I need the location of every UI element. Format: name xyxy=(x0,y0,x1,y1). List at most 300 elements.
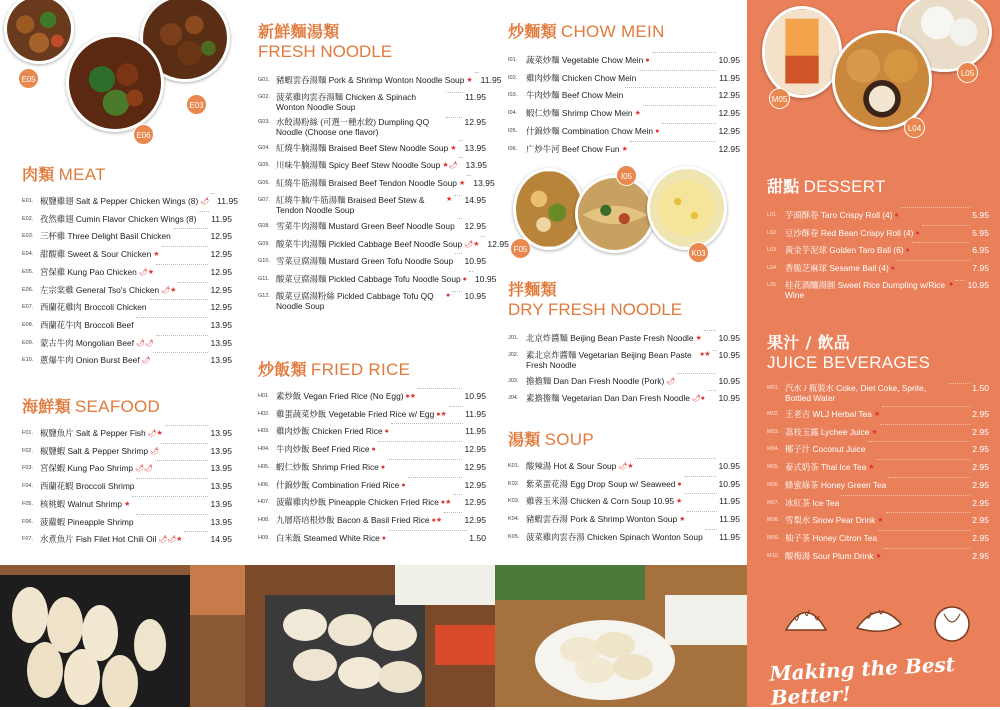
item-price: 7.95 xyxy=(972,263,989,274)
leader-dots xyxy=(156,335,209,336)
item-name: 什錦炒飯 Combination Fried Rice xyxy=(276,479,400,490)
item-price: 11.95 xyxy=(217,196,239,206)
item-code: E06. xyxy=(22,286,34,293)
section-seafood xyxy=(22,397,232,549)
menu-item xyxy=(258,90,486,115)
item-flag-icon: 🌶🌶 xyxy=(135,465,153,473)
item-name: 北京炸醬麵 Beijing Bean Paste Fresh Noodle xyxy=(526,333,694,343)
item-name: 蔬菜炒麵 Vegetable Chow Mein xyxy=(526,55,644,65)
item-code: G06. xyxy=(258,180,270,187)
item-name: 雞肉炒麵 Chicken Chow Mein xyxy=(526,72,637,83)
dish-photo-e06 xyxy=(66,34,164,132)
badge-e03: E03 xyxy=(186,94,207,115)
item-code: M08. xyxy=(767,517,780,524)
leader-dots xyxy=(153,352,209,353)
section-title-dessert: 甜點 DESSERT xyxy=(767,177,886,196)
item-price: 12.95 xyxy=(210,266,232,277)
leader-dots xyxy=(877,459,971,460)
item-code: H01. xyxy=(258,393,270,399)
leader-dots xyxy=(211,193,215,194)
item-price: 12.95 xyxy=(487,238,509,249)
item-code: F02. xyxy=(22,447,34,454)
item-code: M09. xyxy=(767,534,780,541)
item-code: H03. xyxy=(258,428,270,435)
item-code: E01. xyxy=(22,198,34,204)
item-price: 11.95 xyxy=(465,408,486,419)
leader-dots xyxy=(444,512,462,513)
item-code: H04. xyxy=(258,446,270,453)
item-price: 11.95 xyxy=(480,75,502,85)
item-name: 菠菜雞肉雲吞湯 Chicken Spinach Wonton Soup xyxy=(526,531,703,542)
leader-dots xyxy=(643,105,717,106)
item-name: 芋頭酥卷 Taro Crispy Roll (4) xyxy=(785,210,893,220)
item-price: 12.95 xyxy=(464,479,486,490)
section-title-seafood: 海鮮類 SEAFOOD xyxy=(22,397,161,416)
menu-item xyxy=(258,157,486,175)
item-code: K05. xyxy=(508,533,520,540)
leader-dots xyxy=(684,493,717,494)
item-name: 香脆芝麻球 Sesame Ball (4) xyxy=(785,263,889,274)
section-fresh-noodle xyxy=(258,22,509,314)
menu-item xyxy=(258,459,486,477)
section-title-fresh-noodle: FRESH NOODLE xyxy=(258,42,393,61)
meat-list xyxy=(22,193,239,370)
dessert-photo-l04 xyxy=(832,30,932,130)
item-flag-icon: ★ xyxy=(679,516,686,524)
leader-dots xyxy=(652,52,717,53)
item-name: 素炒飯 Vegan Fried Rice (No Egg) xyxy=(276,391,404,401)
item-name: 酸菜豆腐湯麵 Pickled Cabbage Tofu Noodle Soup xyxy=(276,273,461,284)
item-code: J03. xyxy=(508,377,519,384)
menu-item xyxy=(767,477,989,495)
item-flag-icon: ★🌶 xyxy=(442,162,458,170)
leader-dots xyxy=(704,330,717,331)
item-name: 擔擔麵 Dan Dan Fresh Noodle (Pork) xyxy=(526,375,665,386)
item-flag-icon: ★ xyxy=(446,195,453,203)
item-code: G02. xyxy=(258,93,270,100)
leader-dots xyxy=(897,260,970,261)
leader-dots xyxy=(418,388,462,389)
leader-dots xyxy=(459,157,463,158)
item-price: 13.95 xyxy=(210,516,232,527)
item-name: 广炒牛河 Beef Chow Fun xyxy=(526,143,620,154)
section-title-soup: 湯類 SOUP xyxy=(508,430,594,449)
item-flag-icon: ● xyxy=(381,534,387,542)
item-flag-icon: 🌶★ xyxy=(464,240,480,248)
item-price: 5.95 xyxy=(972,227,989,238)
item-code: G07. xyxy=(258,196,270,203)
leader-dots xyxy=(156,264,208,265)
menu-item xyxy=(508,373,740,391)
column-noodle-rice xyxy=(245,0,509,707)
item-price: 12.95 xyxy=(718,125,740,136)
menu-item xyxy=(258,494,486,512)
item-flag-icon: 🌶★ xyxy=(138,268,154,276)
menu-item xyxy=(258,140,486,158)
item-price: 10.95 xyxy=(464,391,486,401)
item-flag-icon: ★ xyxy=(877,517,884,525)
item-flag-icon: ★ xyxy=(868,464,875,472)
leader-dots xyxy=(886,512,971,513)
item-name: 三杯雞 Three Delight Basil Chicken xyxy=(40,231,171,242)
menu-item xyxy=(22,531,232,549)
item-name: 牛肉炒飯 Beef Fried Rice xyxy=(276,444,370,455)
item-code: J01. xyxy=(508,335,519,341)
item-code: L02. xyxy=(767,229,778,236)
dumpling-icon-3 xyxy=(930,600,974,644)
item-flag-icon: ★ xyxy=(634,110,641,118)
item-code: J04. xyxy=(508,395,519,402)
leader-dots xyxy=(162,246,209,247)
leader-dots xyxy=(625,87,716,88)
item-name: 椒鹽魚片 Salt & Pepper Fish xyxy=(40,428,146,438)
item-name: 蝦仁炒飯 Shrimp Fried Rice xyxy=(276,461,379,472)
item-name: 蔥爆牛肉 Onion Burst Beef xyxy=(40,355,140,366)
menu-item xyxy=(258,236,509,254)
badge-e05: E05 xyxy=(18,68,39,89)
menu-item xyxy=(22,299,232,317)
leader-dots xyxy=(391,423,463,424)
menu-item xyxy=(508,87,740,105)
menu-item xyxy=(767,459,989,477)
item-price: 11.95 xyxy=(719,514,740,525)
leader-dots xyxy=(467,175,471,176)
menu-item xyxy=(508,458,740,476)
item-flag-icon: ★ xyxy=(458,180,466,188)
leader-dots xyxy=(884,548,971,549)
item-name: 雪菜牛肉湯麵 Mustard Green Beef Noodle Soup xyxy=(276,220,455,231)
menu-item xyxy=(22,425,232,443)
section-juice xyxy=(767,333,989,565)
item-code: I02. xyxy=(508,74,518,81)
item-name: 雞肉炒飯 Chicken Fried Rice xyxy=(276,426,383,437)
item-price: 10.95 xyxy=(464,290,486,301)
item-name: 酸菜豆腐湯粉絲 Pickled Cabbage Tofu QQ Noodle Soup xyxy=(276,290,434,311)
menu-item xyxy=(22,246,232,264)
leader-dots xyxy=(481,236,485,237)
leader-dots xyxy=(149,299,209,300)
menu-item xyxy=(508,390,740,408)
item-code: M02. xyxy=(767,411,780,417)
menu-item xyxy=(22,496,232,514)
item-price: 2.95 xyxy=(972,462,989,473)
item-price: 11.95 xyxy=(465,91,486,102)
menu-item xyxy=(508,330,740,348)
menu-item xyxy=(767,207,989,225)
item-name: 牛肉炒麵 Beef Chow Mein xyxy=(526,90,624,101)
item-price: 1.50 xyxy=(469,532,486,543)
leader-dots xyxy=(684,476,717,477)
menu-item xyxy=(22,443,232,461)
menu-item xyxy=(508,141,740,159)
drink-photo-m05 xyxy=(762,6,842,98)
item-price: 10.95 xyxy=(718,393,740,404)
menu-item xyxy=(258,388,486,406)
item-price: 13.95 xyxy=(473,178,495,189)
dish-photo-i05 xyxy=(575,175,655,253)
menu-item xyxy=(508,105,740,123)
item-code: E03. xyxy=(22,233,34,240)
item-price: 11.95 xyxy=(719,496,740,507)
item-name: 西蘭花蝦 Broccoli Shrimp xyxy=(40,481,135,492)
item-price: 10.95 xyxy=(464,256,486,267)
item-name: 水餃湯粉絲 (可選一種水餃) Dumpling QQ Noodle (Choose one flavor) xyxy=(276,116,430,137)
menu-item xyxy=(258,289,486,314)
item-flag-icon: ★ xyxy=(873,411,881,418)
leader-dots xyxy=(705,529,717,530)
item-price: 11.95 xyxy=(719,72,740,83)
item-name: 荔枝玉露 Lychee Juice xyxy=(785,426,870,437)
dumplings-photo-2 xyxy=(245,565,495,707)
leader-dots xyxy=(136,514,209,515)
item-flag-icon: ★ xyxy=(450,144,457,152)
item-price: 12.95 xyxy=(210,302,232,313)
chow-mein-list xyxy=(508,52,740,158)
menu-item xyxy=(258,441,486,459)
leader-dots xyxy=(469,271,473,272)
item-price: 10.95 xyxy=(718,461,740,471)
item-code: K03. xyxy=(508,498,520,505)
leader-dots xyxy=(879,530,970,531)
item-flag-icon: 🌶🌶 xyxy=(136,339,154,347)
column-meat-seafood xyxy=(0,0,245,707)
menu-item xyxy=(258,218,486,236)
menu-item xyxy=(22,282,232,300)
item-name: 紅燒牛腩湯麵 Braised Beef Stew Noodle Soup xyxy=(276,142,449,153)
item-name: 紅燒牛筋湯麵 Braised Beef Tendon Noodle Soup xyxy=(276,178,457,189)
section-title-juice: JUICE BEVERAGES xyxy=(767,353,931,372)
item-name: 宮保蝦 Kung Pao Shrimp xyxy=(40,463,134,474)
leader-dots xyxy=(453,494,462,495)
item-name: 雞蛋蔬菜炒飯 Vegetable Fried Rice w/ Egg xyxy=(276,408,435,419)
item-name: 雪菜豆腐湯麵 Mustard Green Tofu Noodle Soup xyxy=(276,256,454,267)
item-price: 12.95 xyxy=(464,220,486,231)
leader-dots xyxy=(388,530,467,531)
item-code: J02. xyxy=(508,351,519,358)
item-code: M07. xyxy=(767,499,780,506)
item-code: G12. xyxy=(258,292,270,299)
item-name: 黃金芋泥球 Golden Taro Ball (6) xyxy=(785,245,904,256)
item-code: L04. xyxy=(767,265,778,272)
item-name: 王老吉 WLJ Herbal Tea xyxy=(785,409,872,419)
item-price: 11.95 xyxy=(719,531,740,542)
column-chowmein-soup xyxy=(495,0,747,707)
item-price: 2.95 xyxy=(972,444,989,455)
item-code: E02. xyxy=(22,215,34,222)
menu-item xyxy=(22,228,232,246)
item-code: E05. xyxy=(22,268,34,275)
item-price: 12.95 xyxy=(464,514,486,525)
item-price: 12.95 xyxy=(210,231,232,242)
menu-item xyxy=(767,548,989,566)
section-title-chow-mein: 炒麵類 CHOW MEIN xyxy=(508,22,665,41)
item-flag-icon: ★ xyxy=(153,251,160,259)
menu-item xyxy=(258,253,486,271)
menu-item xyxy=(767,530,989,548)
item-code: H08. xyxy=(258,516,270,523)
item-flag-icon: ★ xyxy=(466,77,473,84)
item-name: 甜酸雞 Sweet & Sour Chicken xyxy=(40,249,152,260)
item-flag-icon: 🌶🌶★ xyxy=(158,536,183,544)
item-code: G09. xyxy=(258,240,270,247)
item-price: 12.95 xyxy=(464,461,486,472)
item-code: I06. xyxy=(508,145,518,152)
leader-dots xyxy=(155,460,209,461)
item-flag-icon: ●★ xyxy=(405,393,417,400)
menu-item xyxy=(767,260,989,278)
item-price: 12.95 xyxy=(718,143,740,154)
badge-l05: L05 xyxy=(957,62,978,83)
item-name: 西蘭花牛肉 Broccoli Beef xyxy=(40,319,134,330)
menu-item xyxy=(22,317,232,335)
item-flag-icon: 🌶 xyxy=(200,198,210,205)
item-name: 酸梅湯 Sour Plum Drink xyxy=(785,550,874,561)
leader-dots xyxy=(687,511,717,512)
fried-rice-list xyxy=(258,388,486,547)
menu-item xyxy=(258,72,502,90)
leader-dots xyxy=(475,72,479,73)
item-name: 宮保雞 Kung Pao Chicken xyxy=(40,266,137,277)
item-code: G11. xyxy=(258,275,270,282)
leader-dots xyxy=(455,253,462,254)
item-name: 菠菜雞肉雲吞湯麵 Chicken & Spinach Wonton Noodle Soup xyxy=(276,91,417,112)
leader-dots xyxy=(184,531,208,532)
menu-item xyxy=(22,211,232,229)
item-price: 5.95 xyxy=(972,210,989,220)
item-price: 12.95 xyxy=(718,90,740,101)
item-price: 13.95 xyxy=(210,355,232,366)
leader-dots xyxy=(446,117,462,118)
item-code: H09. xyxy=(258,534,270,541)
item-code: M03. xyxy=(767,428,780,435)
item-price: 2.95 xyxy=(972,532,989,543)
item-name: 白米飯 Steamed White Rice xyxy=(276,532,380,543)
item-flag-icon: 🌶 xyxy=(141,357,151,365)
item-flag-icon: ● xyxy=(905,247,910,255)
item-name: 什錦炒麵 Combination Chow Mein xyxy=(526,125,654,136)
item-flag-icon: ★ xyxy=(695,335,702,342)
item-flag-icon: ★ xyxy=(875,552,882,560)
leader-dots xyxy=(882,406,970,407)
badge-e06: E06 xyxy=(133,124,154,145)
leader-dots xyxy=(912,242,971,243)
item-price: 12.95 xyxy=(210,249,232,260)
item-code: F04. xyxy=(22,483,34,490)
leader-dots xyxy=(408,477,463,478)
menu-item xyxy=(767,278,989,303)
menu-item xyxy=(767,381,989,406)
menu-item xyxy=(258,512,486,530)
menu-item xyxy=(258,406,486,424)
leader-dots xyxy=(165,425,209,426)
dish-photo-e05 xyxy=(4,0,74,64)
juice-list xyxy=(767,381,989,565)
item-code: L01. xyxy=(767,212,778,218)
dry-noodle-list xyxy=(508,330,740,408)
item-price: 13.95 xyxy=(464,142,487,153)
item-code: M01. xyxy=(767,385,780,391)
badge-l04: L04 xyxy=(904,117,925,138)
section-title-fresh-noodle-zh: 新鮮麵湯類 xyxy=(258,22,340,41)
item-name: 蜂蜜綠茶 Honey Green Tea xyxy=(785,479,887,490)
item-price: 11.95 xyxy=(465,426,486,437)
item-flag-icon: ● xyxy=(890,265,896,273)
item-name: 蝦仁炒麵 Shrimp Chow Mein xyxy=(526,108,633,119)
leader-dots xyxy=(459,140,463,141)
leader-dots xyxy=(132,496,208,497)
item-flag-icon: 🌶● xyxy=(691,395,705,403)
item-price: 11.95 xyxy=(211,213,232,224)
item-price: 2.95 xyxy=(972,515,989,526)
item-flag-icon: ● xyxy=(677,480,682,488)
item-price: 10.95 xyxy=(718,478,740,489)
badge-f05: F05 xyxy=(510,238,531,259)
menu-item xyxy=(258,175,495,193)
item-flag-icon: 🌶 xyxy=(149,447,159,455)
item-flag-icon: ● xyxy=(949,280,954,288)
item-flag-icon: ● xyxy=(894,212,899,219)
dumplings-photo-1 xyxy=(0,565,245,707)
menu-item xyxy=(22,193,239,211)
menu-item xyxy=(508,123,740,141)
item-code: G08. xyxy=(258,222,270,229)
menu-item xyxy=(508,52,740,70)
item-flag-icon: ● xyxy=(371,446,376,454)
leader-dots xyxy=(677,373,716,374)
menu-item xyxy=(508,529,740,547)
item-name: 汽水 / 瓶裝水 Coke, Diet Coke, Sprite, Bottled Water xyxy=(785,383,927,403)
menu-item xyxy=(22,352,232,370)
item-code: H06. xyxy=(258,481,270,488)
menu-item xyxy=(22,460,232,478)
item-price: 10.95 xyxy=(718,55,740,65)
section-title-dry-noodle-zh: 拌麵類 xyxy=(508,280,557,299)
item-code: H05. xyxy=(258,463,270,470)
item-price: 10.95 xyxy=(967,279,989,290)
item-code: F03. xyxy=(22,465,34,472)
item-flag-icon: ●★ xyxy=(436,410,447,418)
item-price: 13.95 xyxy=(210,463,232,474)
item-code: M04. xyxy=(767,446,780,453)
leader-dots xyxy=(901,207,971,208)
item-name: 雞蓉玉米湯 Chicken & Corn Soup 10.95 xyxy=(526,496,675,507)
item-name: 紅燒牛腩/牛筋湯麵 Braised Beef Stew & Tendon Noodle Soup xyxy=(276,194,425,215)
item-name: 雪梨水 Snow Pear Drink xyxy=(785,515,876,526)
item-code: E04. xyxy=(22,251,34,258)
item-name: 水煮魚片 Fish Filet Hot Chili Oil xyxy=(40,534,157,545)
leader-dots xyxy=(868,441,971,442)
item-name: 椒鹽雞翅 Salt & Pepper Chicken Wings (8) xyxy=(40,196,199,206)
item-code: F01. xyxy=(22,430,34,436)
menu-item xyxy=(258,115,486,140)
item-price: 2.95 xyxy=(972,426,989,437)
item-price: 13.95 xyxy=(210,445,232,456)
section-title-juice-zh: 果汁 / 飲品 xyxy=(767,333,851,352)
menu-item xyxy=(508,348,740,373)
menu-item xyxy=(767,495,989,513)
leader-dots xyxy=(630,141,717,142)
item-flag-icon: 🌶★ xyxy=(147,430,163,437)
menu-item xyxy=(767,242,989,260)
item-price: 13.95 xyxy=(210,498,232,509)
leader-dots xyxy=(387,459,462,460)
item-price: 12.95 xyxy=(464,116,486,127)
item-code: M06. xyxy=(767,481,780,488)
item-code: K02. xyxy=(508,480,520,487)
item-code: F07. xyxy=(22,536,34,543)
item-price: 10.95 xyxy=(474,273,497,284)
dumpling-icon xyxy=(783,600,829,640)
